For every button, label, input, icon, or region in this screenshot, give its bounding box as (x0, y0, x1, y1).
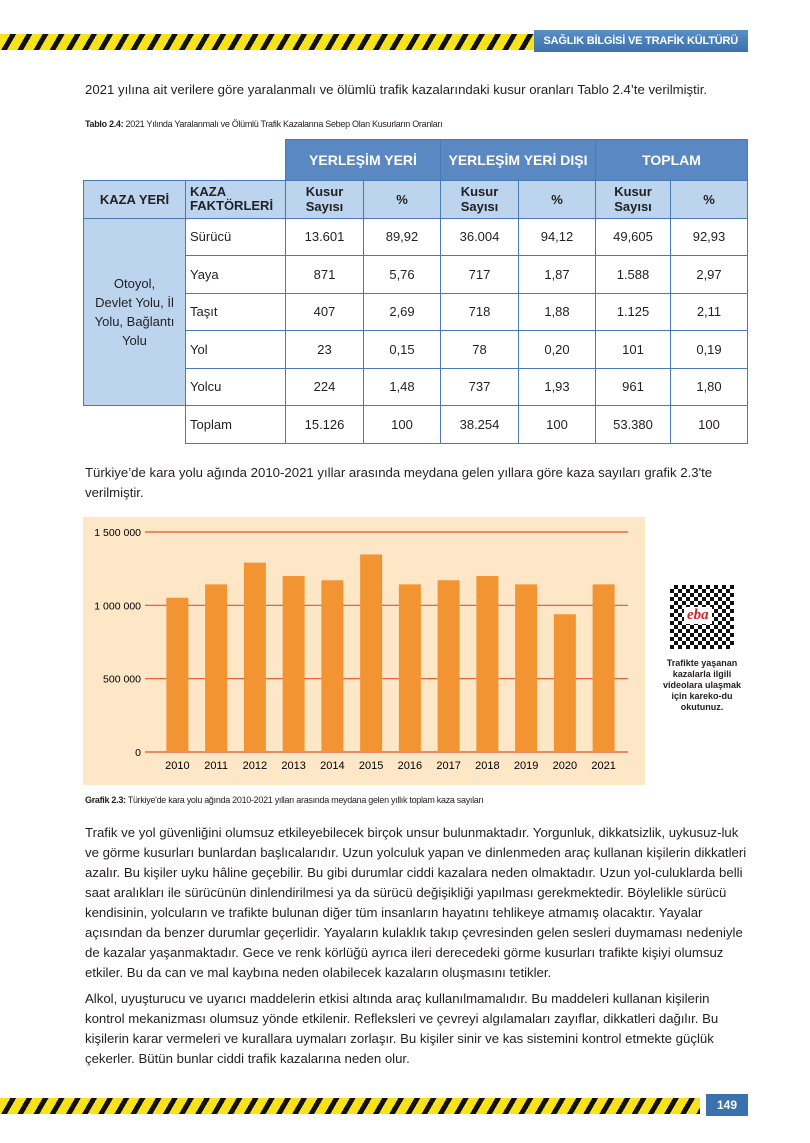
intro-text: 2021 yılına ait verilere göre yaralanmalı ve ölümlü trafik kazalarındaki kusur oranları Tablo 2.4’te verilmiştir. (85, 82, 708, 97)
qr-caption: Trafikte yaşanan kazalarla ilgili videolara ulaşmak için kareko-du okutunuz. (662, 658, 742, 712)
x-tick-label: 2020 (552, 760, 578, 772)
bar (360, 554, 382, 752)
value-cell: 1,88 (519, 293, 596, 331)
bar (205, 584, 227, 752)
table-row (84, 406, 748, 444)
value-cell: 1,48 (364, 368, 441, 406)
table-row (84, 218, 748, 256)
group-header: TOPLAM (596, 140, 748, 181)
group-header: YERLEŞİM YERİ DIŞI (441, 140, 596, 181)
header-factor: KAZA FAKTÖRLERİ (186, 181, 286, 219)
value-cell: 1,87 (519, 256, 596, 294)
page-number: 149 (706, 1094, 748, 1116)
value-cell: 92,93 (671, 218, 748, 256)
paragraph-alcohol: Alkol, uyuşturucu ve uyarıcı maddelerin etkisi altında araç kullanılmamalıdır. Bu maddeleri kullanan kişilerin kontrol mekanizması olumsuz yönde etkilenir. Refleksleri ve çevreyi algılamaları zayıflar, dikkatleri dağılır. Bu kişilerin karar vermeleri ve kurallara uymaları zorlaşır. Bu kişiler sinir ve kas sistemini kontrol etmekte güçlük çekerler. Bütün bunlar ciddi trafik kazalarına neden olur. (85, 991, 719, 1066)
bar (321, 580, 343, 752)
x-tick-label: 2012 (242, 760, 268, 772)
chart-caption (85, 795, 483, 805)
value-cell: 100 (519, 406, 596, 444)
value-cell: 5,76 (364, 256, 441, 294)
eba-logo: eba (684, 607, 712, 624)
factor-cell: Yaya (186, 256, 286, 294)
blank-cell (84, 406, 186, 444)
table-caption-label: Tablo 2.4: (85, 119, 124, 129)
bar (166, 598, 188, 752)
value-cell: 871 (286, 256, 364, 294)
y-tick-label: 500 000 (103, 673, 141, 686)
header-count: Kusur Sayısı (286, 181, 364, 219)
x-tick-label: 2014 (320, 760, 345, 772)
table-caption-text: 2021 Yılında Yaralanmalı ve Ölümlü Trafik Kazalarına Sebep Olan Kusurların Oranları (123, 119, 443, 129)
blank-cell (84, 140, 286, 181)
value-cell: 100 (364, 406, 441, 444)
bar (399, 584, 421, 752)
header-place: KAZA YERİ (84, 181, 186, 219)
bar (476, 576, 498, 752)
value-cell: 718 (441, 293, 519, 331)
value-cell: 49,605 (596, 218, 671, 256)
paragraph-fatigue: Trafik ve yol güvenliğini olumsuz etkileyebilecek birçok unsur bulunmaktadır. Yorgunluk, dikkatsizlik, uykusuz-luk ve görme kusurları bunlardan başlıcalarıdır. Uzun yolculuk yapan ve dinlenmeden araç kullanan kişilerin dikkatleri azalır. Bu kişiler uyku hâline geçebilir. Bu gibi durumlar ciddi kazalara neden olmaktadır. Uzun yol-culuklarda belli saat aralıkları ile sürücünün dinlendirilmesi ya da sürücü değişikliği yapılması gerekmektedir. Böylelikle sürücü kendisinin, yolcuların ve trafikte bulunan diğer tüm insanların hayatını tehlikeye atmamış olacaktır. Yayalar açısından da benzer durumlar geçerlidir. Yayaların kulaklık takıp çevresinden gelen sesleri duymaması nedeniyle de kazalar yaşanmaktadır. Gece ve renk körlüğü ayrıca ileri derecedeki görme kusurları trafikte kişiyi olumsuz etkiler. Bu da can ve mal kaybına neden olabilecek kazaların oluşmasını tetikler. (85, 825, 747, 980)
bar (593, 584, 615, 752)
header-pct: % (671, 181, 748, 219)
x-tick-label: 2017 (436, 760, 461, 772)
value-cell: 13.601 (286, 218, 364, 256)
value-cell: 38.254 (441, 406, 519, 444)
value-cell: 1.588 (596, 256, 671, 294)
x-tick-label: 2013 (281, 760, 306, 772)
value-cell: 15.126 (286, 406, 364, 444)
bar (515, 584, 537, 752)
chart-intro-text: Türkiye’de kara yolu ağında 2010-2021 yıllar arasında meydana gelen yıllara göre kaza sayıları grafik 2.3'te verilmiştir. (85, 465, 713, 500)
section-tag: SAĞLIK BİLGİSİ VE TRAFİK KÜLTÜRÜ (534, 30, 748, 52)
factor-cell: Toplam (186, 406, 286, 444)
value-cell: 2,69 (364, 293, 441, 331)
value-cell: 737 (441, 368, 519, 406)
chart-caption-label: Grafik 2.3: (85, 795, 126, 805)
y-tick-label: 1 000 000 (94, 600, 141, 613)
value-cell: 78 (441, 331, 519, 369)
hazard-stripe-top (0, 34, 560, 50)
bar (283, 576, 305, 752)
value-cell: 94,12 (519, 218, 596, 256)
value-cell: 0,19 (671, 331, 748, 369)
value-cell: 0,15 (364, 331, 441, 369)
header-pct: % (364, 181, 441, 219)
table-caption (85, 119, 442, 129)
value-cell: 101 (596, 331, 671, 369)
accident-bar-chart (83, 517, 645, 785)
bar (438, 580, 460, 752)
factor-cell: Taşıt (186, 293, 286, 331)
value-cell: 407 (286, 293, 364, 331)
factor-cell: Sürücü (186, 218, 286, 256)
value-cell: 1.125 (596, 293, 671, 331)
value-cell: 2,97 (671, 256, 748, 294)
header-count: Kusur Sayısı (596, 181, 671, 219)
value-cell: 1,80 (671, 368, 748, 406)
chart-caption-text: Türkiye'de kara yolu ağında 2010-2021 yılları arasında meydana gelen yıllık toplam kaza sayıları (125, 795, 484, 805)
value-cell: 224 (286, 368, 364, 406)
qr-code-icon[interactable] (670, 585, 734, 649)
factor-cell: Yol (186, 331, 286, 369)
hazard-stripe-bottom (0, 1098, 700, 1114)
x-tick-label: 2021 (591, 760, 616, 772)
y-tick-label: 0 (135, 747, 141, 759)
x-tick-label: 2010 (165, 760, 190, 772)
x-tick-label: 2011 (204, 760, 228, 772)
value-cell: 36.004 (441, 218, 519, 256)
header-pct: % (519, 181, 596, 219)
header-count: Kusur Sayısı (441, 181, 519, 219)
factor-cell: Yolcu (186, 368, 286, 406)
x-tick-label: 2015 (358, 760, 384, 772)
value-cell: 2,11 (671, 293, 748, 331)
bar (244, 563, 266, 752)
fault-table (83, 139, 748, 444)
x-tick-label: 2019 (513, 760, 539, 772)
value-cell: 23 (286, 331, 364, 369)
value-cell: 53.380 (596, 406, 671, 444)
value-cell: 89,92 (364, 218, 441, 256)
y-tick-label: 1 500 000 (94, 527, 141, 539)
group-header: YERLEŞİM YERİ (286, 140, 441, 181)
place-cell: Otoyol, Devlet Yolu, İl Yolu, Bağlantı Yolu (84, 218, 186, 406)
value-cell: 100 (671, 406, 748, 444)
value-cell: 1,93 (519, 368, 596, 406)
bar (554, 614, 576, 752)
x-tick-label: 2016 (397, 760, 423, 772)
value-cell: 717 (441, 256, 519, 294)
x-tick-label: 2018 (475, 760, 500, 772)
value-cell: 961 (596, 368, 671, 406)
value-cell: 0,20 (519, 331, 596, 369)
